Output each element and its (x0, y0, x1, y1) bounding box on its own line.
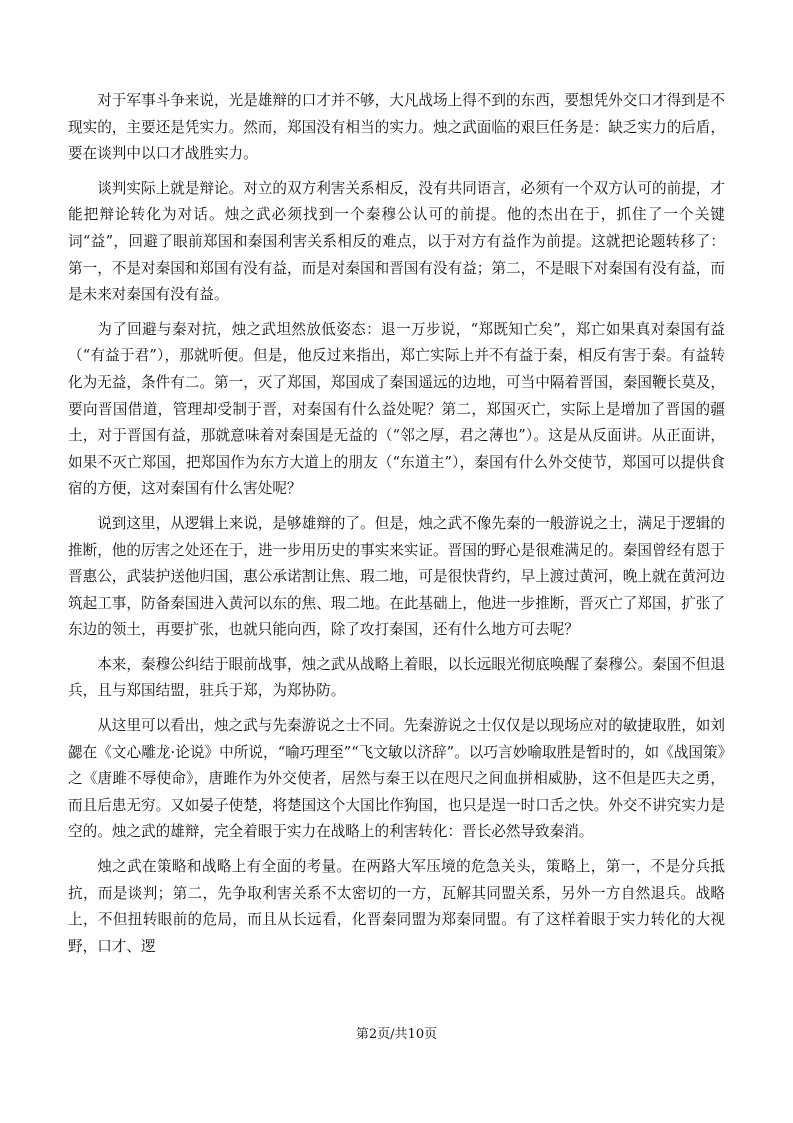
paragraph-7: 烛之武在策略和战略上有全面的考量。在两路大军压境的危急关头，策略上，第一，不是分兵抵抗，而是谈判；第二，先争取利害关系不太密切的一方，瓦解其同盟关系，另外一方自然退兵。战略上，不但扭转眼前的危局，而且从长远看，化晋秦同盟为郑秦同盟。有了这样着眼于实力转化的大视野，口才、逻 (68, 858, 725, 955)
paragraph-1: 对于军事斗争来说，光是雄辩的口才并不够，大凡战场上得不到的东西，要想凭外交口才得到是不现实的，主要还是凭实力。然而，郑国没有相当的实力。烛之武面临的艰巨任务是：缺乏实力的后盾，要在谈判中以口才战胜实力。 (68, 92, 725, 163)
paragraph-2: 谈判实际上就是辩论。对立的双方利害关系相反，没有共同语言，必须有一个双方认可的前提，才能把辩论转化为对话。烛之武必须找到一个秦穆公认可的前提。他的杰出在于，抓住了一个关键词“益”，回避了眼前郑国和秦国利害关系相反的难点，以于对方有益作为前提。这就把论题转移了：第一，不是对秦国和郑国有没有益，而是对秦国和晋国有没有益；第二，不是眼下对秦国有没有益，而是未来对秦国有没有益。 (68, 179, 725, 304)
paragraph-6: 从这里可以看出，烛之武与先秦游说之士不同。先秦游说之士仅仅是以现场应对的敏捷取胜，如刘勰在《文心雕龙·论说》中所说，“喻巧理至”“飞文敏以济辞”。以巧言妙喻取胜是暂时的，如《战国策》之《唐雎不辱使命》，唐雎作为外交使者，居然与秦王以在咫尺之间血拼相威胁，这不但是匹夫之勇，而且后患无穷。又如晏子使楚，将楚国这个大国比作狗国，也只是逞一时口舌之快。外交不讲究实力是空的。烛之武的雄辩，完全着眼于实力在战略上的利害转化：晋长必然导致秦消。 (68, 717, 725, 841)
paragraph-5: 本来，秦穆公纠结于眼前战事，烛之武从战略上着眼，以长远眼光彻底唤醒了秦穆公。秦国不但退兵，且与郑国结盟，驻兵于郑，为郑协防。 (68, 655, 725, 700)
document-body (68, 88, 725, 968)
page-number-footer: 第2页/共10页 (355, 1027, 438, 1042)
paragraph-4: 说到这里，从逻辑上来说，是够雄辩的了。但是，烛之武不像先秦的一般游说之士，满足于逻辑的推断，他的厉害之处还在于，进一步用历史的事实来实证。晋国的野心是很难满足的。秦国曾经有恩于晋惠公，武装护送他归国，惠公承诺割让焦、瑕二地，可是很快背约，早上渡过黄河，晚上就在黄河边筑起工事，防备秦国进入黄河以东的焦、瑕二地。在此基础上，他进一步推断，晋灭亡了郑国，扩张了东边的领土，再要扩张，也就只能向西，除了攻打秦国，还有什么地方可去呢？ (68, 514, 725, 639)
paragraph-3: 为了回避与秦对抗，烛之武坦然放低姿态：退一万步说，“郑既知亡矣”，郑亡如果真对秦国有益（“有益于君”），那就听便。但是，他反过来指出，郑亡实际上并不有益于秦，相反有害于秦。有益转化为无益，条件有二。第一，灭了郑国，郑国成了秦国遥远的边地，可当中隔着晋国，秦国鞭长莫及，要向晋国借道，管理却受制于晋，对秦国有什么益处呢？第二，郑国灭亡，实际上是增加了晋国的疆土，对于晋国有益，那就意味着对秦国是无益的（“邻之厚，君之薄也”）。这是从反面讲。从正面讲，如果不灭亡郑国，把郑国作为东方大道上的朋友（“东道主”），秦国有什么外交使节，郑国可以提供食宿的方便，这对秦国有什么害处呢？ (68, 320, 725, 498)
